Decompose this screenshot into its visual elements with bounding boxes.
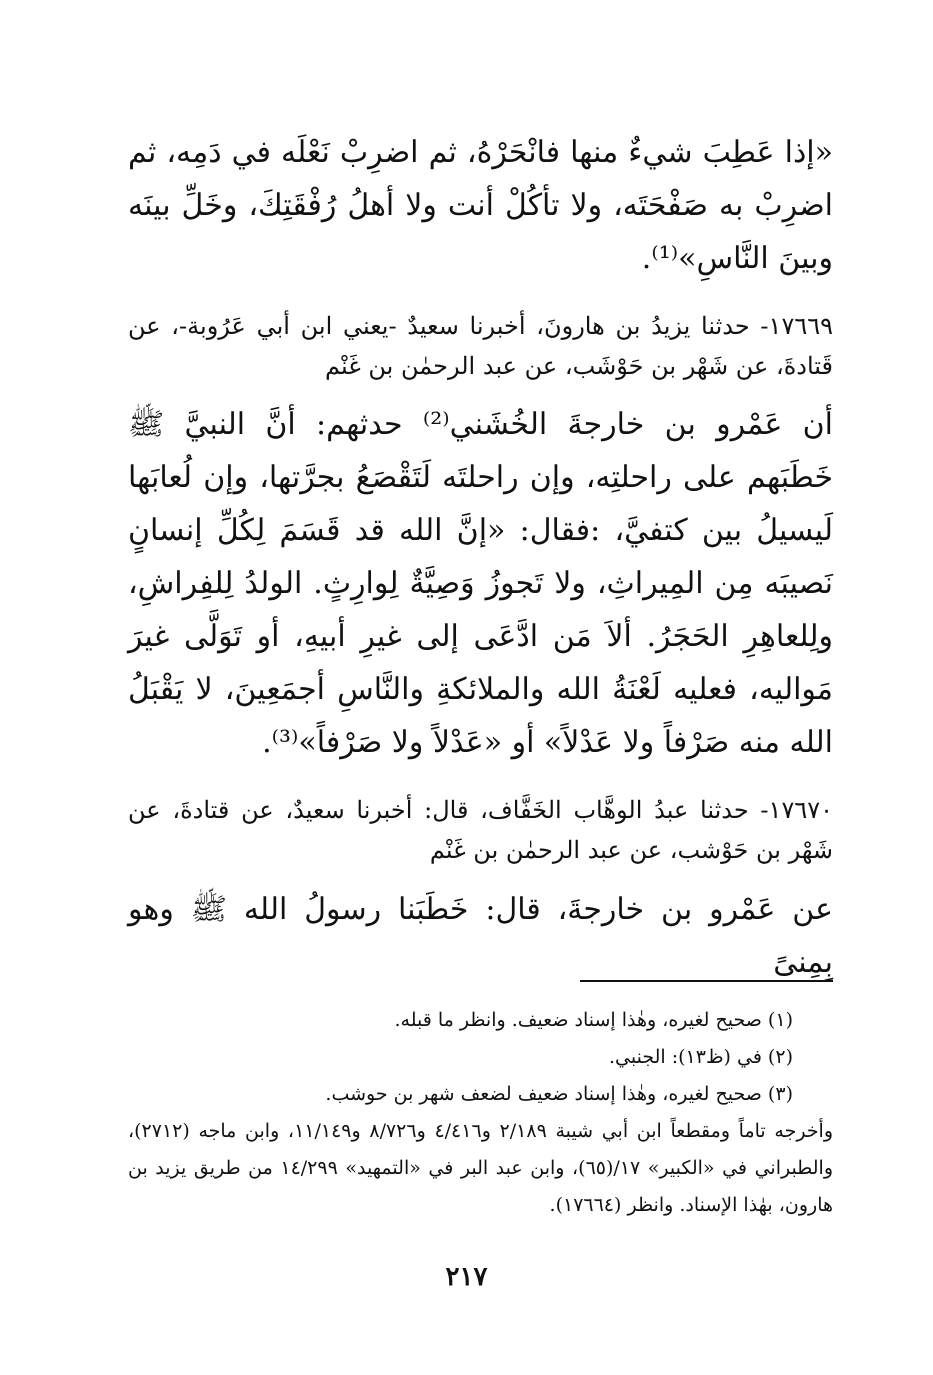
footnote-separator (580, 980, 833, 982)
footnote-3: (٣) صحيح لغيره، وهٰذا إسناد ضعيف لضعف شهر بن حوشب. (325, 1083, 793, 1105)
hadith-text-continuation (128, 126, 833, 285)
hadith-text-17670 (128, 883, 833, 989)
footnotes (128, 1002, 833, 1224)
isnad-17670 (128, 790, 833, 870)
footnote-1: (١) صحيح لغيره، وهٰذا إسناد ضعيف. وانظر ما قبله. (394, 1009, 793, 1031)
isnad-17669 (128, 306, 833, 386)
matn-paragraph: أن عَمْرو بن خارجةَ الخُشَني⁽²⁾ حدثهم: أنَّ النبيَّ ﷺ خَطَبَهم على راحلتِه، وإن راحلتَه لَتَقْصَعُ بجرَّتها، وإن لُعابَها لَيسيلُ بين كتفيَّ، :فقال: «إنَّ الله قد قَسَمَ لِكُلِّ إنسانٍ نَصيبَه مِن المِيراثِ، ولا تَجوزُ وَصِيَّةٌ لِوارِثٍ. الولدُ لِلفِراشِ، ولِلعاهِرِ الحَجَرُ. ألاَ مَن ادَّعَى إلى غيرِ أبيهِ، أو تَوَلَّى غيرَ مَواليه، فعليه لَعْنَةُ الله والملائكةِ والنَّاسِ أجمَعِينَ، لا يَقْبَلُ الله منه صَرْفاً ولا عَدْلاً» أو «عَدْلاً ولا صَرْفاً»⁽³⁾. (128, 407, 833, 760)
isnad-paragraph: ١٧٦٧٠- حدثنا عبدُ الوهَّاب الخَفَّاف، قال: أخبرنا سعيدٌ، عن قتادةَ، عن شَهْر بن حَوْشب، عن عبد الرحمٰن بن غَنْم (128, 796, 833, 864)
hadith-text-17669 (128, 398, 833, 769)
isnad-paragraph: ١٧٦٦٩- حدثنا يزيدُ بن هارونَ، أخبرنا سعيدٌ -يعني ابن أبي عَرُوبة-، عن قَتادةَ، عن شَهْر بن حَوْشَب، عن عبد الرحمٰن بن غَنْم (128, 312, 833, 380)
footnote-2: (٢) في (ظ١٣): الجنبي. (609, 1046, 793, 1068)
footnote-3-continuation: وأخرجه تاماً ومقطعاً ابن أبي شيبة ٢/١٨٩ و٤/٤١٦ و٨/٧٢٦ و١١/١٤٩، وابن ماجه (٢٧١٢)، والطبراني في «الكبير» ١٧/(٦٥)، وابن عبد البر في «التمهيد» ١٤/٢٩٩ من طريق يزيد بن هارون، بهٰذا الإسناد. وانظر (١٧٦٦٤). (128, 1120, 834, 1216)
matn-paragraph: «إذا عَطِبَ شيءٌ منها فانْحَرْهُ، ثم اضرِبْ نَعْلَه في دَمِه، ثم اضرِبْ به صَفْحَتَه، ولا تأكُلْ أنت ولا أهلُ رُفْقَتِكَ، وخَلِّ بينَه وبينَ النَّاسِ»⁽¹⁾. (128, 135, 833, 276)
matn-paragraph: عن عَمْرو بن خارجةَ، قال: خَطَبَنا رسولُ الله ﷺ وهو بِمِنىً (128, 892, 833, 980)
page-number: ٢١٧ (445, 1262, 488, 1292)
